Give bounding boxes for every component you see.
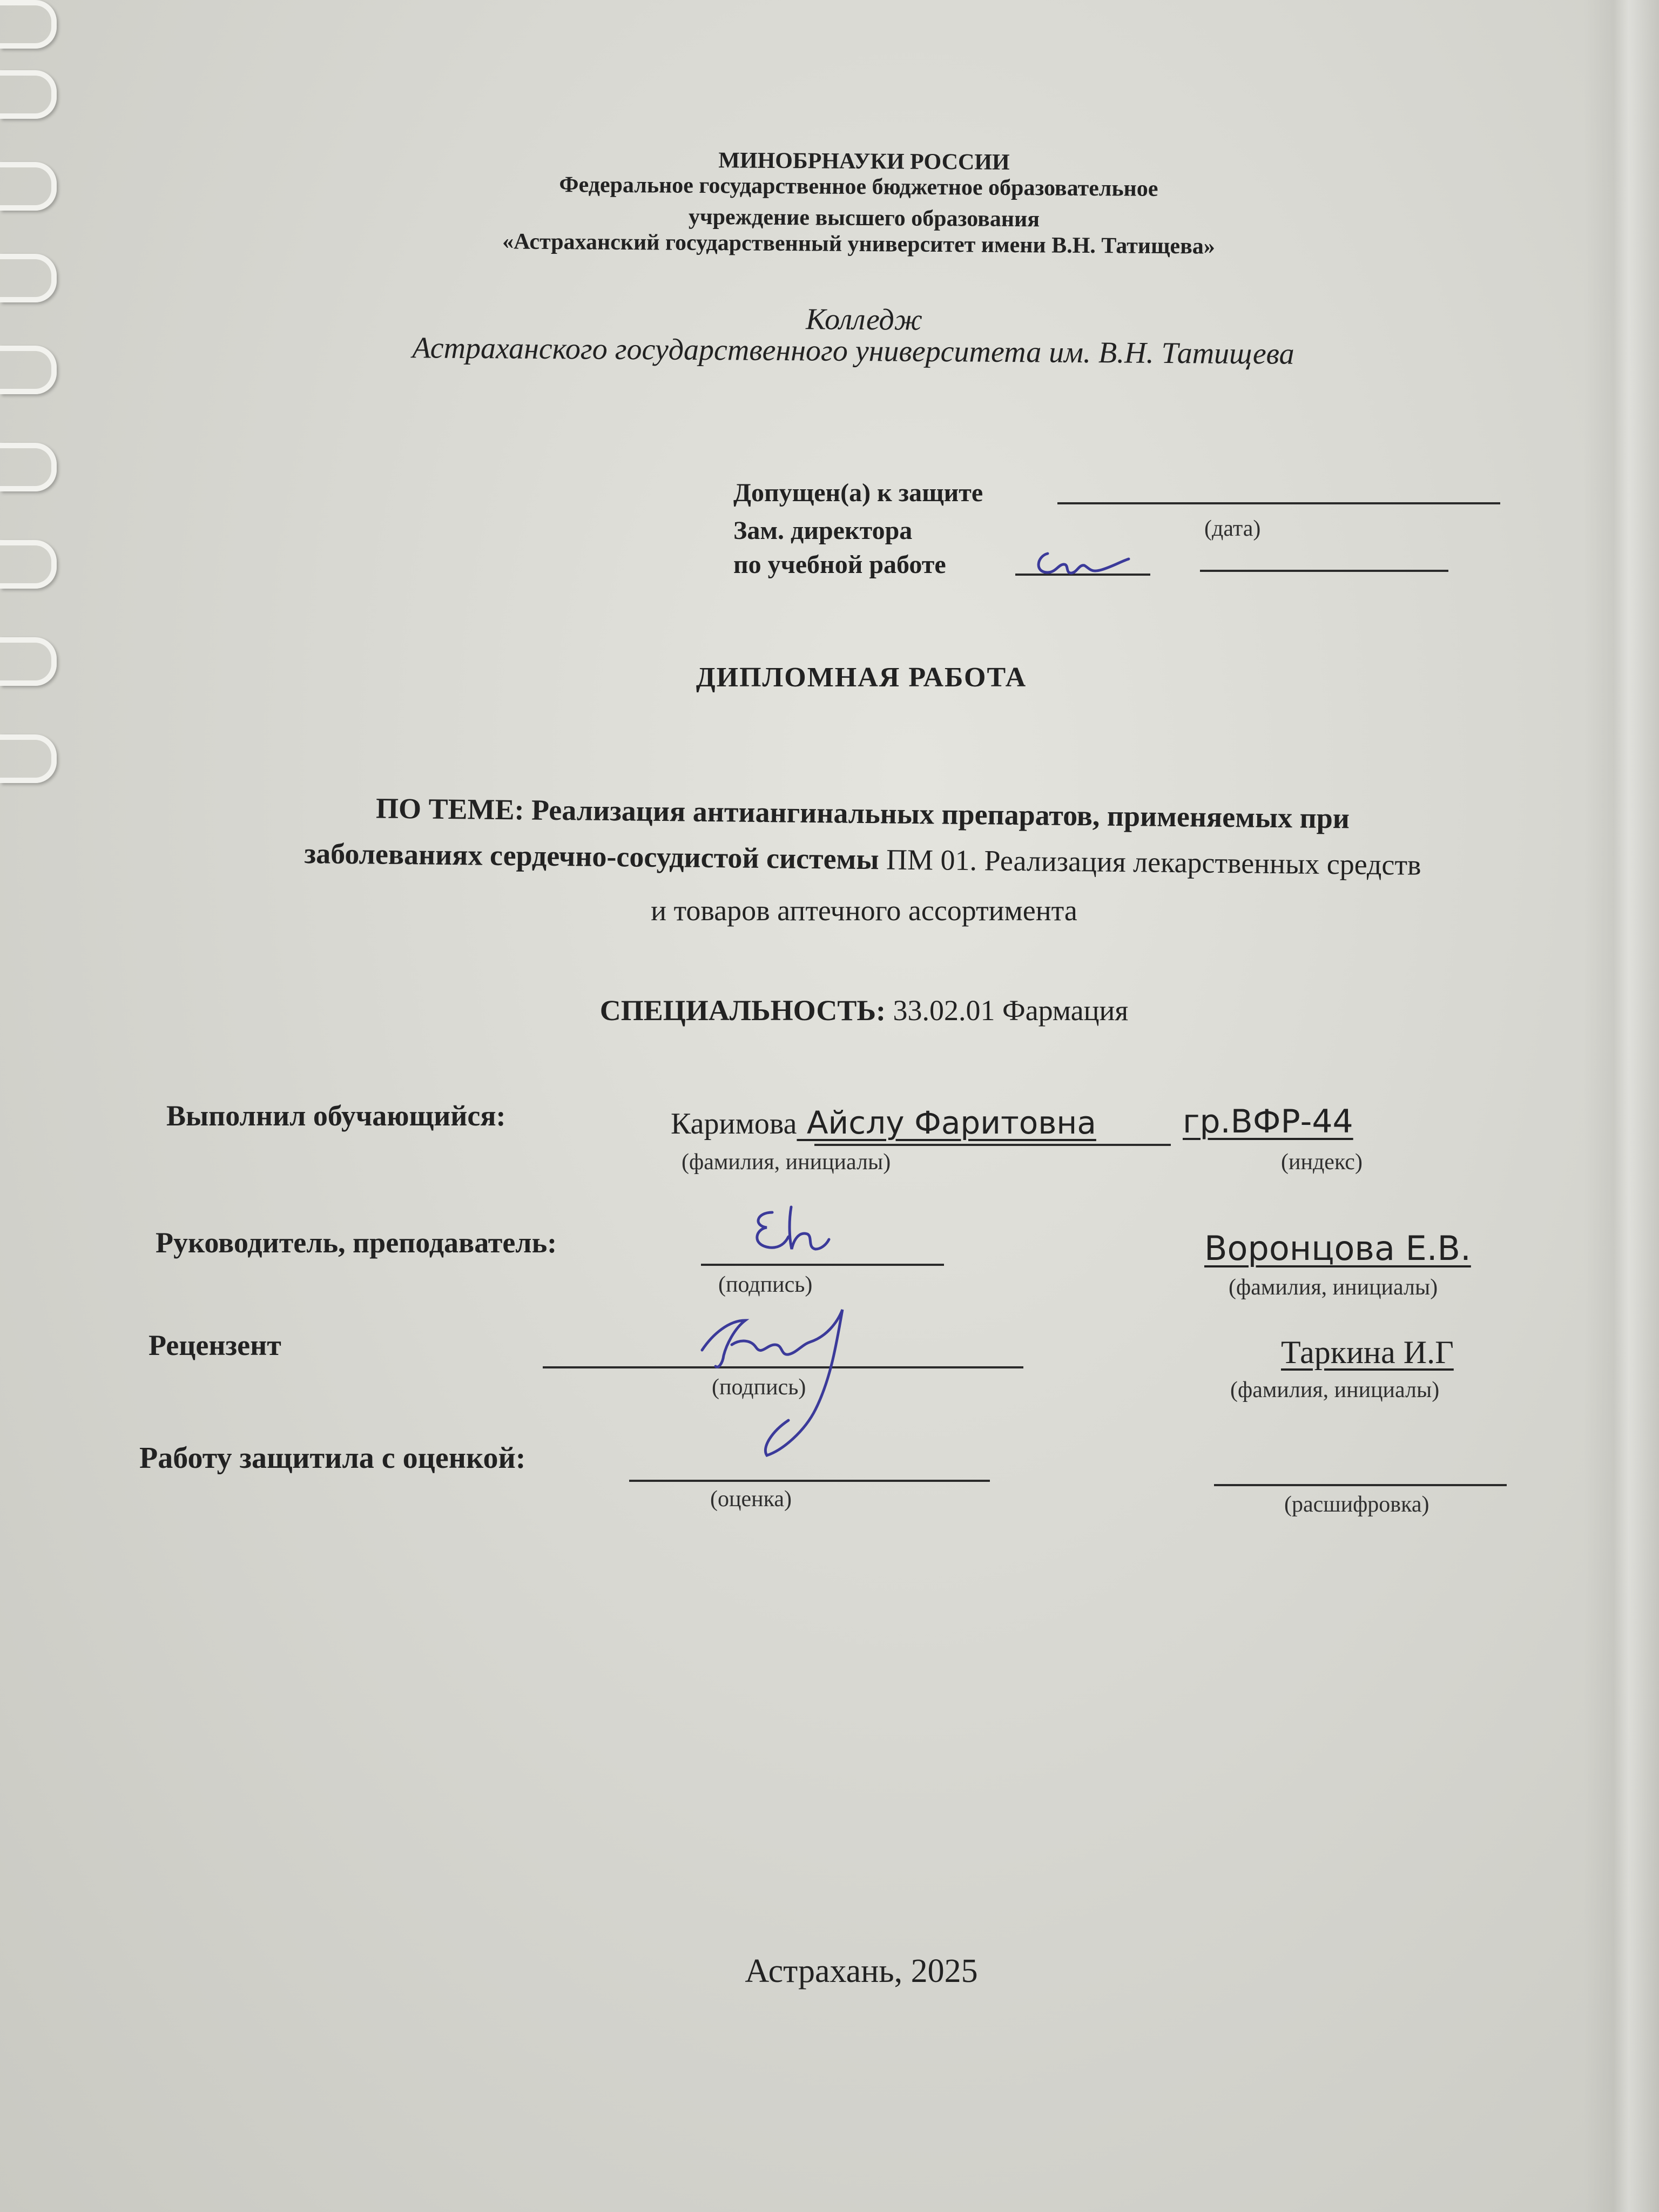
- supervisor-name: Воронцова Е.В.: [1204, 1229, 1471, 1268]
- date-caption: (дата): [1204, 516, 1261, 541]
- specialty-line: [0, 994, 1659, 1027]
- topic-prefix: ПО ТЕМЕ:: [375, 792, 532, 826]
- supervisor-signature: [740, 1202, 837, 1266]
- admitted-line: [1057, 502, 1500, 504]
- work-type-heading: ДИПЛОМНАЯ РАБОТА: [696, 662, 1027, 693]
- topic-title-line-1: Реализация антиангинальных препаратов, применяемых при: [531, 793, 1350, 835]
- supervisor-name-caption: (фамилия, инициалы): [1229, 1275, 1438, 1300]
- student-name-line: [671, 1104, 1096, 1141]
- student-surname: Каримова: [671, 1107, 797, 1141]
- reviewer-signature: [680, 1269, 859, 1464]
- student-name-caption: (фамилия, инициалы): [682, 1150, 891, 1175]
- student-name-line-underline: [814, 1144, 1171, 1146]
- grade-label: Работу защитила с оценкой:: [139, 1441, 526, 1475]
- college-line-1: Колледж: [805, 302, 923, 337]
- institution-line-3: «Астраханский государственный университет имени В.Н. Татищева»: [502, 229, 1216, 259]
- deputy-label: Зам. директора: [733, 516, 913, 545]
- topic-module-line-2: ПМ 01. Реализация лекарственных средств: [879, 843, 1421, 881]
- academic-work-label: по учебной работе: [733, 550, 946, 579]
- decoding-line: [1214, 1484, 1507, 1486]
- deputy-signature: [1026, 543, 1134, 586]
- topic-line-3: и товаров аптечного ассортимента: [651, 894, 1077, 927]
- grade-caption: (оценка): [710, 1487, 792, 1512]
- topic-line-2: [0, 833, 1659, 885]
- supervisor-label: Руководитель, преподаватель:: [156, 1226, 557, 1259]
- topic-line-1: [0, 787, 1659, 839]
- student-group: гр.ВФР-44: [1183, 1103, 1353, 1141]
- supervisor-signature-caption: (подпись): [718, 1272, 813, 1297]
- city-year: Астрахань, 2025: [745, 1953, 978, 1990]
- institution-line-1: Федеральное государственное бюджетное образовательное: [559, 172, 1158, 201]
- reviewer-label: Рецензент: [149, 1329, 281, 1361]
- topic-title-line-2: заболеваниях сердечно-сосудистой системы: [304, 837, 879, 876]
- specialty-value: 33.02.01 Фармация: [886, 994, 1129, 1027]
- admitted-label: Допущен(а) к защите: [733, 478, 983, 507]
- ministry-heading: МИНОБРНАУКИ РОССИИ: [718, 148, 1010, 175]
- reviewer-signature-caption: (подпись): [712, 1375, 806, 1400]
- college-line-2: Астраханского государственного университета им. В.Н. Татищева: [412, 331, 1294, 371]
- reviewer-name-caption: (фамилия, инициалы): [1230, 1378, 1440, 1402]
- student-group-caption: (индекс): [1281, 1150, 1363, 1175]
- reviewer-name: Таркина И.Г: [1281, 1334, 1454, 1370]
- specialty-label: СПЕЦИАЛЬНОСТЬ:: [599, 994, 886, 1027]
- student-label: Выполнил обучающийся:: [166, 1100, 506, 1132]
- grade-line: [629, 1480, 990, 1482]
- decoding-caption: (расшифровка): [1284, 1492, 1429, 1517]
- date-line: [1200, 570, 1448, 572]
- student-first-name: Айслу Фаритовна: [797, 1104, 1096, 1141]
- institution-line-2: учреждение высшего образования: [688, 204, 1040, 232]
